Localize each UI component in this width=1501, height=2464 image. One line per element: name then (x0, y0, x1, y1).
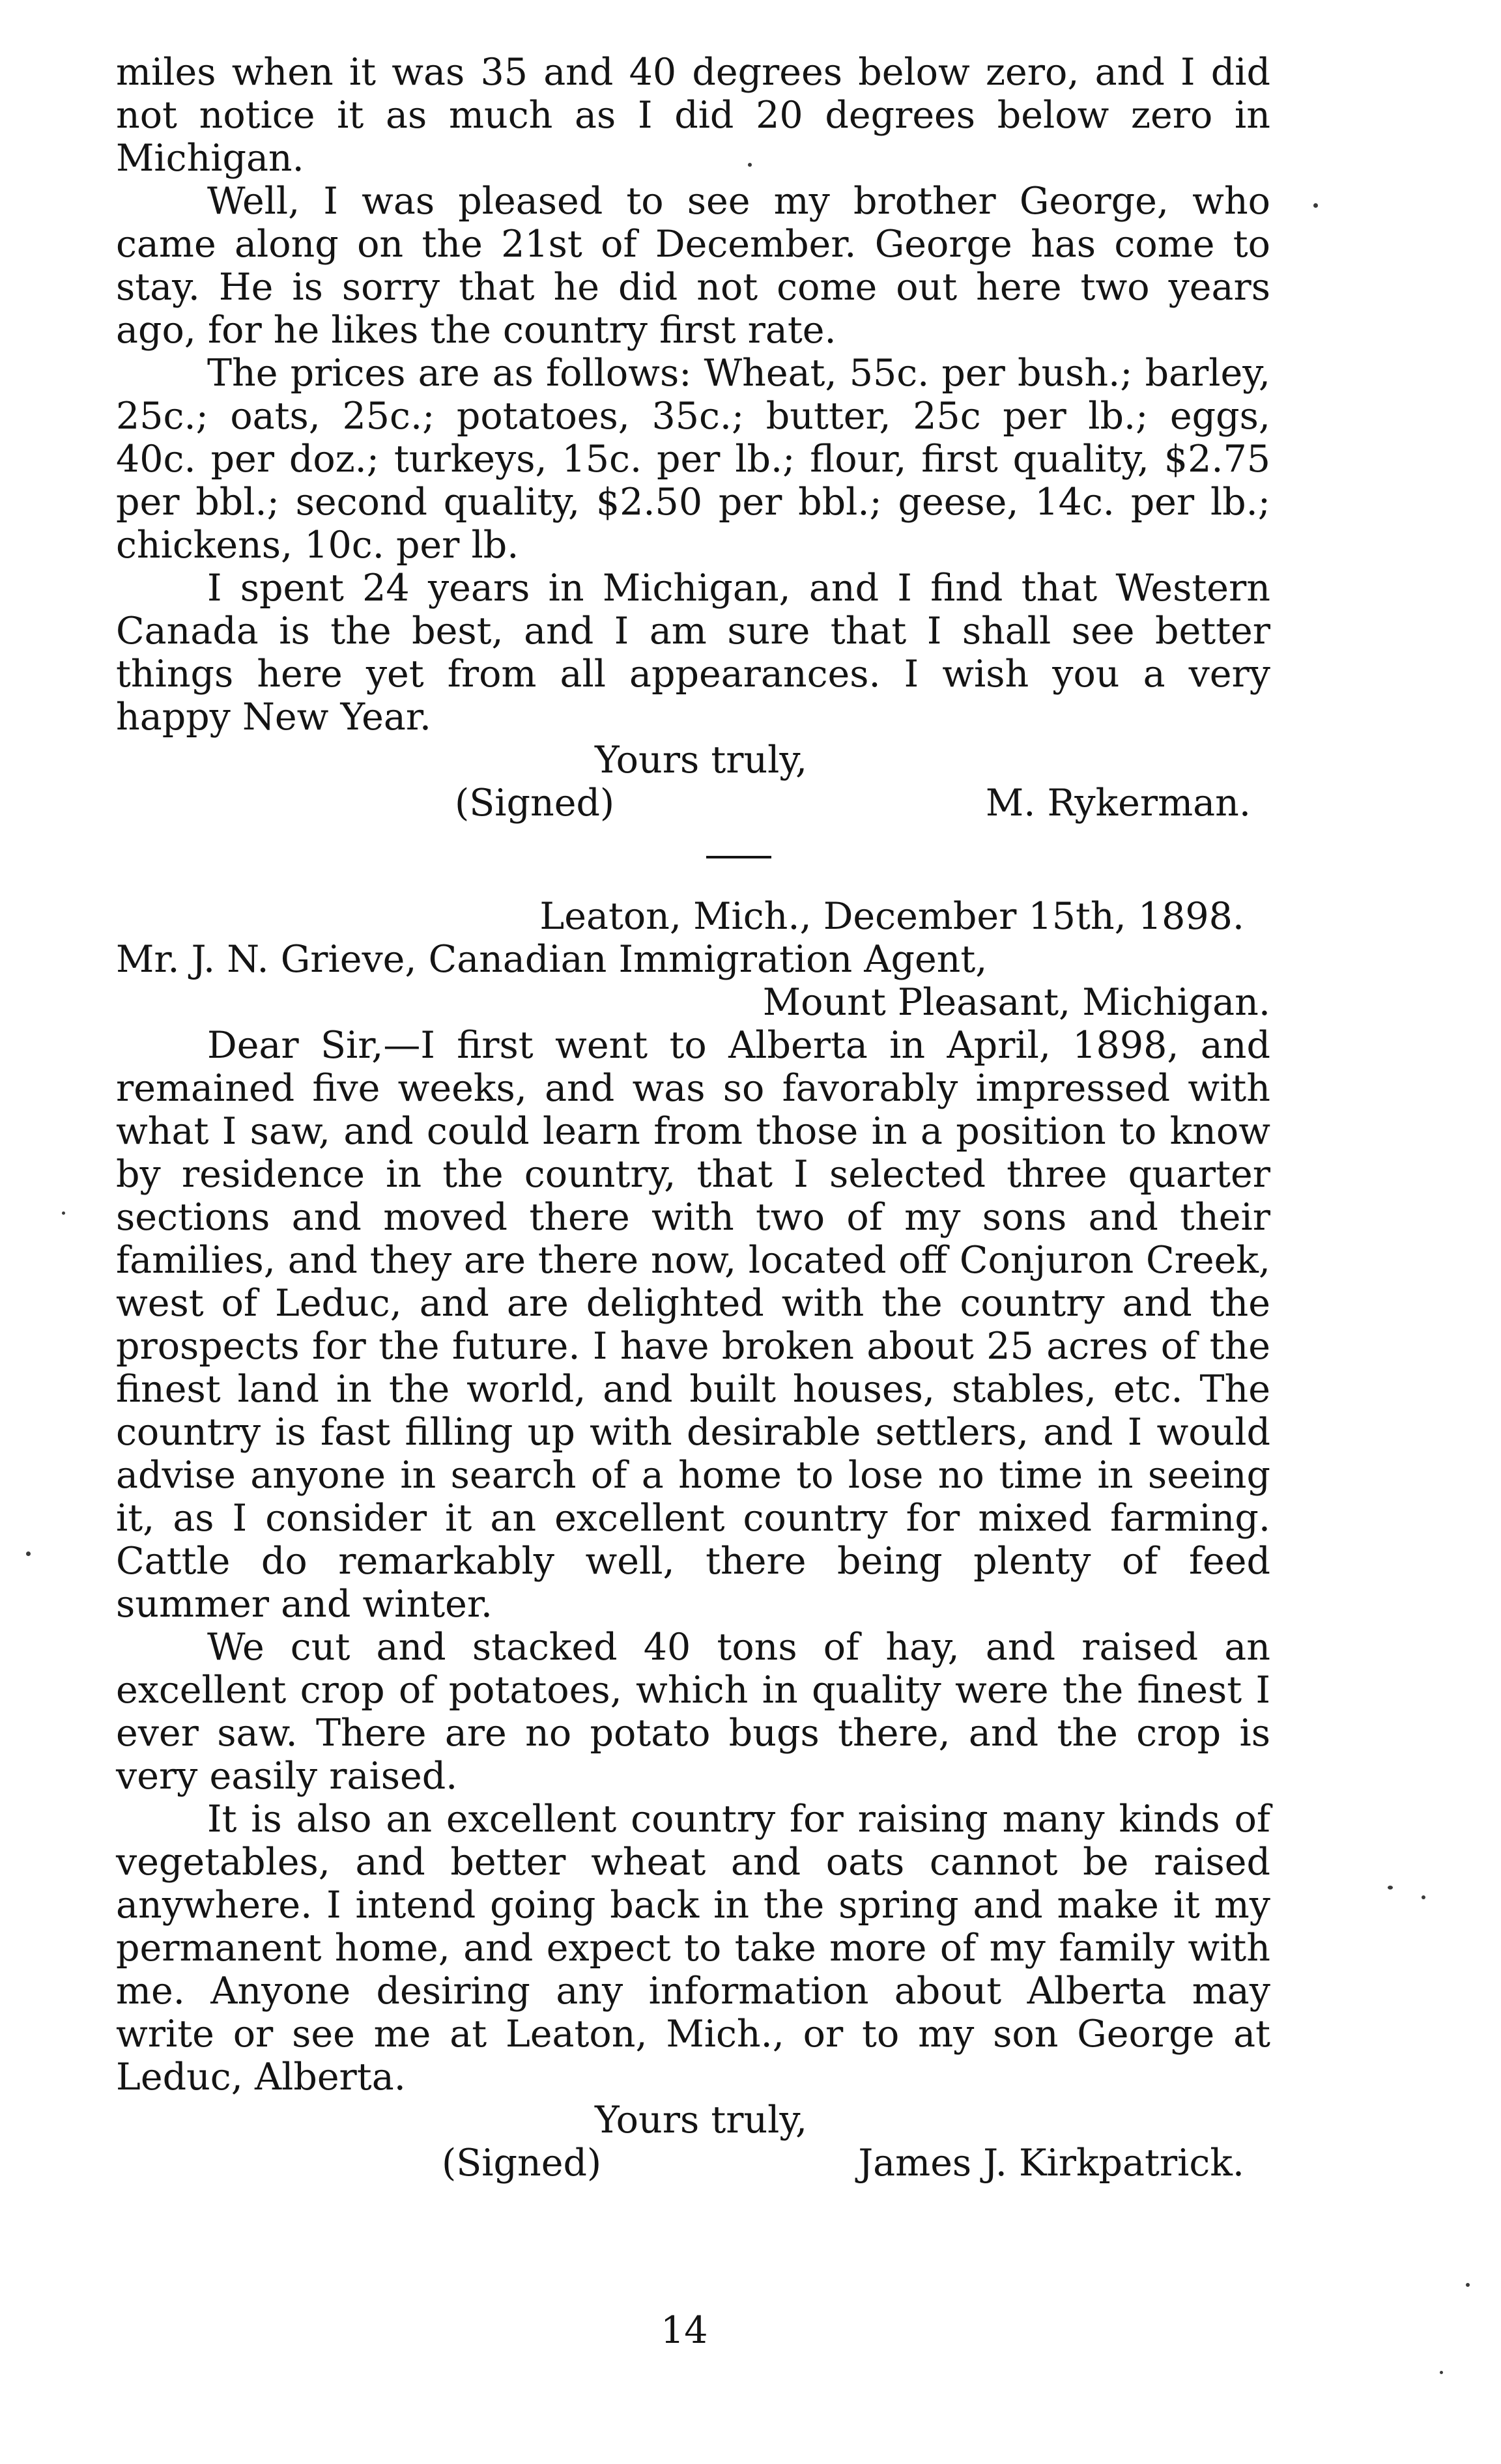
scan-speck (748, 163, 752, 167)
letter-address-line: Mount Pleasant, Michigan. (762, 981, 1270, 1024)
letter-paragraph: We cut and stacked 40 tons of hay, and raised an excellent crop of potatoes, which in quality were the finest I ever saw. There are no potato bugs there, and the crop is very easily raised. (116, 1626, 1270, 1798)
letter-kirkpatrick (116, 895, 1270, 2185)
letter-paragraph: Dear Sir,—I first went to Alberta in April, 1898, and remained five weeks, and was so favorably impressed with what I saw, and could learn from those in a position to know by residence in the country, that I selected three quarter sections and moved there with two of my sons and their families, and they are there now, located off Conjuron Creek, west of Leduc, and are delighted with the country and the prospects for the future. I have broken about 25 acres of the finest land in the world, and built houses, stables, etc. The country is fast filling up with desirable settlers, and I would advise anyone in search of a home to lose no time in seeing it, as I consider it an excellent country for mixed farming. Cattle do remarkably well, there being plenty of feed summer and winter. (116, 1024, 1270, 1626)
page-content (116, 51, 1270, 2185)
letter-paragraph: Well, I was pleased to see my brother George, who came along on the 21st of December. George has come to stay. He is sorry that he did not come out here two years ago, for he likes the country first rate. (116, 180, 1270, 352)
signer-name: M. Rykerman. (985, 782, 1251, 825)
scan-speck (1440, 2371, 1443, 2374)
letter-rykerman (116, 51, 1270, 825)
signed-label: (Signed) (455, 782, 615, 825)
signature-line (116, 782, 1270, 825)
signed-label: (Signed) (442, 2142, 602, 2185)
letter-dateline: Leaton, Mich., December 15th, 1898. (539, 895, 1244, 938)
scan-speck (1422, 1895, 1425, 1899)
letter-paragraph: It is also an excellent country for raising many kinds of vegetables, and better wheat and oats cannot be raised anywhere. I intend going back in the spring and make it my permanent home, and expect to take more of my family with me. Anyone desiring any information about Alberta may write or see me at Leaton, Mich., or to my son George at Leduc, Alberta. (116, 1798, 1270, 2099)
section-divider (706, 856, 771, 858)
signature-line (116, 2142, 1270, 2185)
letter-paragraph: miles when it was 35 and 40 degrees below zero, and I did not notice it as much as I did 20 degrees below zero in Michigan. (116, 51, 1270, 180)
signer-name: James J. Kirkpatrick. (858, 2142, 1244, 2185)
letter-paragraph: The prices are as follows: Wheat, 55c. per bush.; barley, 25c.; oats, 25c.; potatoes, 35c.; butter, 25c per lb.; eggs, 40c. per doz.; turkeys, 15c. per lb.; flour, first quality, $2.75 per bbl.; second quality, $2.50 per bbl.; geese, 14c. per lb.; chickens, 10c. per lb. (116, 352, 1270, 567)
letter-paragraph: I spent 24 years in Michigan, and I find that Western Canada is the best, and I am sure that I shall see better things here yet from all appearances. I wish you a very happy New Year. (116, 567, 1270, 739)
page-number: 14 (661, 2309, 708, 2352)
scan-speck (62, 1211, 65, 1215)
scan-speck (1388, 1886, 1393, 1890)
scan-speck (1313, 203, 1318, 208)
scan-speck (1466, 2283, 1470, 2287)
letter-closing: Yours truly, (595, 2099, 808, 2142)
letter-addressee: Mr. J. N. Grieve, Canadian Immigration Agent, (116, 938, 988, 981)
scan-speck (26, 1551, 31, 1556)
letter-closing: Yours truly, (595, 739, 808, 782)
